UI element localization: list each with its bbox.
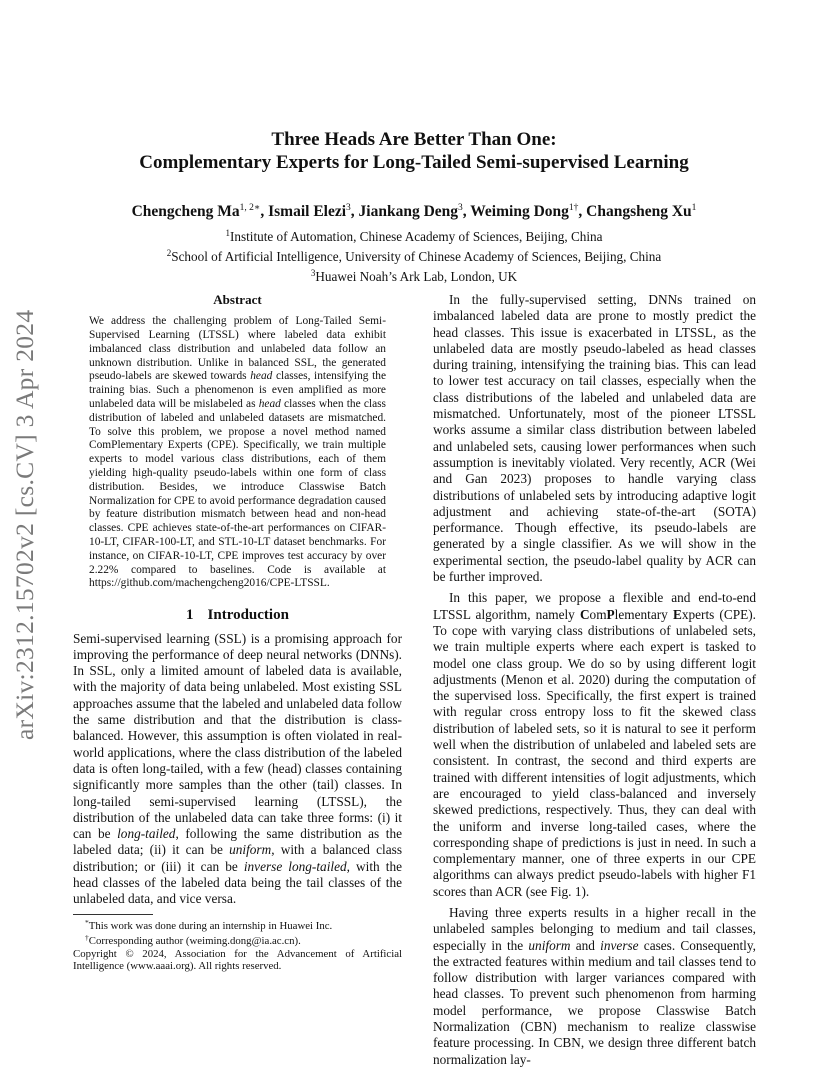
- right-column: [433, 292, 756, 1068]
- left-column: [73, 292, 402, 973]
- author-sup: 1, 2∗: [239, 203, 261, 213]
- author-list: Chengcheng $Ma^{1, 2∗}$, Ismail Elezi$^3$, Jiankang Deng$^3$, Weiming Dong$^{1\dagger}$, Changsheng Xu$^1$: [131, 203, 697, 220]
- title-line-2: Complementary Experts for Long-Tailed Semi-supervised Learning: [139, 152, 689, 173]
- title-line-1: Three Heads Are Better Than One:: [271, 129, 557, 150]
- paper-title: [70, 128, 758, 174]
- abstract-body: [73, 315, 402, 591]
- arxiv-identifier: arXiv:2312.15702v2 [cs.CV] 3 Apr 2024: [10, 309, 39, 741]
- footnote: *This work was done during an internship in Huawei Inc.: [85, 917, 333, 932]
- author-name: Changsheng Xu: [586, 203, 692, 220]
- body-paragraph: In the fully-supervised setting, DNNs trained on imbalanced labeled data are prone to mostly predict the head classes. This issue is exacerbated in LTSSL, as the unlabeled data are mostly pseudo-labeled as head classes during training, intensifying the training bias. This can lead to lower test accuracy on tail classes, especially when the class distributions of the labeled and unlabeled data are mismatched. Unfortunately, most of the pioneer LTSSL works assume a similar class distribution between labeled and unlabeled sets, causing lower performances when such assumption is inevitably violated. Very recently, ACR (Wei and Gan 2023) proposes to handle varying class distributions of unlabeled sets by introducing adaptive logit adjustment and achieving state-of-the-art (SOTA) performance. Though effective, its pseudo-labels are generated by a single classifier. As we will show in the experimental section, the pseudo-label quality by ACR can be further improved.: [433, 292, 756, 585]
- abstract-paragraph: We address the challenging problem of Long-Tailed Semi-Supervised Learning (LTSSL) where labeled data exhibit imbalanced class distribution and unlabeled data follow an unknown distribution. Unlike in balanced SSL, the generated pseudo-labels are skewed towards head classes, intensifying the training bias. Such a phenomenon is even amplified as more unlabeled data will be mislabeled as head classes when the class distribution of labeled and unlabeled datasets are mismatched. To solve this problem, we propose a novel method named ComPlementary Experts (CPE). Specifically, we train multiple experts to model various class distributions, each of them yielding high-quality pseudo-labels within one form of class distribution. Besides, we introduce Classwise Batch Normalization for CPE to avoid performance degradation caused by feature distribution mismatch between head and non-head classes. CPE achieves state-of-the-art performances on CIFAR-10-LT, CIFAR-100-LT, and STL-10-LT dataset benchmarks. For instance, on CIFAR-10-LT, CPE improves test accuracy by over 2.22% compared to baselines. Code is available at https://github.com/machengcheng2016/CPE-LTSSL.: [89, 315, 386, 590]
- author-name: Jiankang Deng: [358, 203, 459, 220]
- author-name: Weiming Dong: [470, 203, 569, 220]
- body-paragraph: In this paper, we propose a flexible and end-to-end LTSSL algorithm, namely ComPlementary Experts (CPE). To cope with varying class distributions of unlabeled sets, we train multiple experts where each expert is tasked to model one class group. We do so by using different logit adjustments (Menon et al. 2020) during the computation of the supervised loss. Specifically, the first expert is trained with regular cross entropy loss to fit the skewed class distribution of labeled sets, so it is natural to see it perform well when the distribution of unlabeled and labeled sets are consistent. In contrast, the second and third experts are trained with different intensities of logit adjustments, which are encouraged to yield class-balanced and inversely skewed predictions, respectively. Thus, they can deal with the uniform and inverse long-tailed cases, where the corresponding shape of predictions is just in need. In such a complementary manner, one of three experts in our CPE algorithms can always predict pseudo-labels with higher F1 scores than ACR (see Fig. 1).: [433, 590, 756, 899]
- footnotes: [73, 917, 402, 973]
- author-sup: 3: [458, 203, 463, 213]
- paper-header: [70, 128, 758, 285]
- affiliation: $^3$Huawei Noah’s Ark Lab, London, UK: [310, 268, 518, 284]
- section-heading: 1 Introduction: [186, 607, 289, 624]
- copyright-notice: Copyright © 2024, Association for the Advancement of Artificial Intelligence (www.aaai.org). All rights reserved.: [73, 947, 402, 973]
- author-name: Ismail Elezi: [268, 203, 347, 220]
- abstract-heading: Abstract: [213, 292, 262, 307]
- affiliation: $^2$School of Artificial Intelligence, University of Chinese Academy of Sciences, Beijing, China: [166, 248, 662, 264]
- intro-paragraph: Semi-supervised learning (SSL) is a promising approach for improving the performance of deep neural networks (DNNs). In SSL, only a limited amount of labeled data is available, with the majority of data being unlabeled. Most existing SSL approaches assume that the labeled and unlabeled data follow the same distribution and that the distribution is class-balanced. However, this assumption is often violated in real-world applications, where the class distribution of the labeled data is often long-tailed, with a few (head) classes containing significantly more samples than the other (tail) classes. In long-tailed semi-supervised learning (LTSSL), the distribution of the unlabeled data can take three forms: (i) it can be long-tailed, following the same distribution as the labeled data; (ii) it can be uniform, with a balanced class distribution; or (iii) it can be inverse long-tailed, with the head classes of the labeled data being the tail classes of the unlabeled data, and vice versa.: [73, 630, 402, 907]
- body-paragraph: Having three experts results in a higher recall in the unlabeled samples belonging to medium and tail classes, especially in the uniform and inverse cases. Consequently, the extracted features within medium and tail classes tend to follow distribution with larger variances compared with head classes. To prevent such phenomenon from harming model performance, we propose Classwise Batch Normalization (CBN) mechanism to realize classwise feature processing. In CBN, we design three different batch normalization lay-: [433, 904, 756, 1067]
- author-sup: 3: [346, 203, 351, 213]
- footnote: †Corresponding author (weiming.dong@ia.ac.cn).: [85, 933, 301, 948]
- affiliation: $^1$Institute of Automation, Chinese Academy of Sciences, Beijing, China: [225, 228, 603, 244]
- author-sup: 1†: [568, 203, 579, 213]
- affiliation-list: [70, 225, 758, 285]
- author-name: Chengcheng Ma: [131, 203, 240, 220]
- author-sup: 1: [691, 203, 697, 213]
